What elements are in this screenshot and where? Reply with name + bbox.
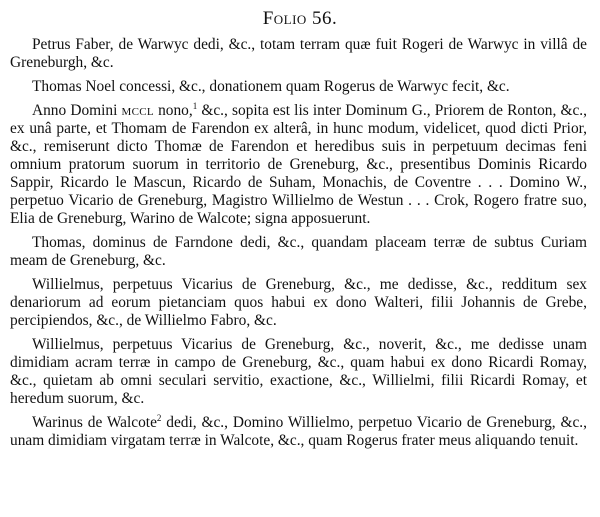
paragraph-text-start: Warinus de Walcote [32,414,157,431]
paragraph-text-start: Anno Domini [32,102,122,119]
paragraph-text: Petrus Faber, de Warwyc dedi, &c., totam terram quæ fuit Rogeri de Warwyc in villâ de Greneburgh, &c. [10,36,587,71]
paragraph-text-rest: dedi, &c., Domino Willielmo, perpetuo Vicario de Greneburg, &c., unam dimidiam virgatam terræ in Walcote, &c., quam Rogerus frater meus aliquando tenuit. [10,414,587,449]
paragraph-4 [10,234,587,270]
folio-heading: Folio 56. [262,8,338,29]
paragraph-text: Thomas Noel concessi, &c., donationem quam Rogerus de Warwyc fecit, &c. [32,78,510,95]
paragraph-1 [10,36,587,72]
footnote-marker: 1 [192,101,198,111]
footnote-marker: 2 [156,413,162,423]
paragraph-2 [10,78,587,96]
paragraph-6 [10,336,587,408]
paragraph-7 [10,414,587,450]
paragraph-3 [10,102,587,228]
paragraph-text: Thomas, dominus de Farndone dedi, &c., quandam placeam terræ de subtus Curiam meam de Greneburg, &c. [10,234,587,269]
paragraph-text: Willielmus, perpetuus Vicarius de Greneburg, &c., noverit, &c., me dedisse unam dimidiam acram terræ in campo de Greneburg, &c., quam habui ex dono Ricardi Romay, &c., quietam ab omni seculari servitio, exactione, &c., Willielmi, filii Ricardi Romay, et heredum suorum, &c. [10,336,587,407]
paragraph-5 [10,276,587,330]
document-body [10,36,587,456]
paragraph-text-rest: &c., sopita est lis inter Dominum G., Priorem de Ronton, &c., ex unâ parte, et Thomam de Farendon ex alterâ, in hunc modum, videlicet, quod dicti Prior, &c., remiserunt dicto Thomæ de Farendon et heredibus suis in perpetuum decimas feni omnium pratorum suorum in territorio de Greneburg, &c., presentibus Dominis Ricardo Sappir, Ricardo le Mascun, Ricardo de Suham, Monachis, de Coventre . . . Domino W., perpetuo Vicario de Greneburg, Magistro Willielmo de Westun . . . Crok, Rogero fratre suo, Elia de Greneburg, Warino de Walcote; signa apposuerunt. [10,102,587,227]
paragraph-text: Willielmus, perpetuus Vicarius de Greneburg, &c., me dedisse, &c., redditum sex denariorum ad eorum pietanciam quos habui ex dono Walteri, filii Johannis de Grebe, percipiendos, &c., de Willielmo Fabro, &c. [10,276,587,329]
paragraph-text-after-date: nono, [153,102,193,119]
roman-numeral-date: mccl [121,102,154,119]
